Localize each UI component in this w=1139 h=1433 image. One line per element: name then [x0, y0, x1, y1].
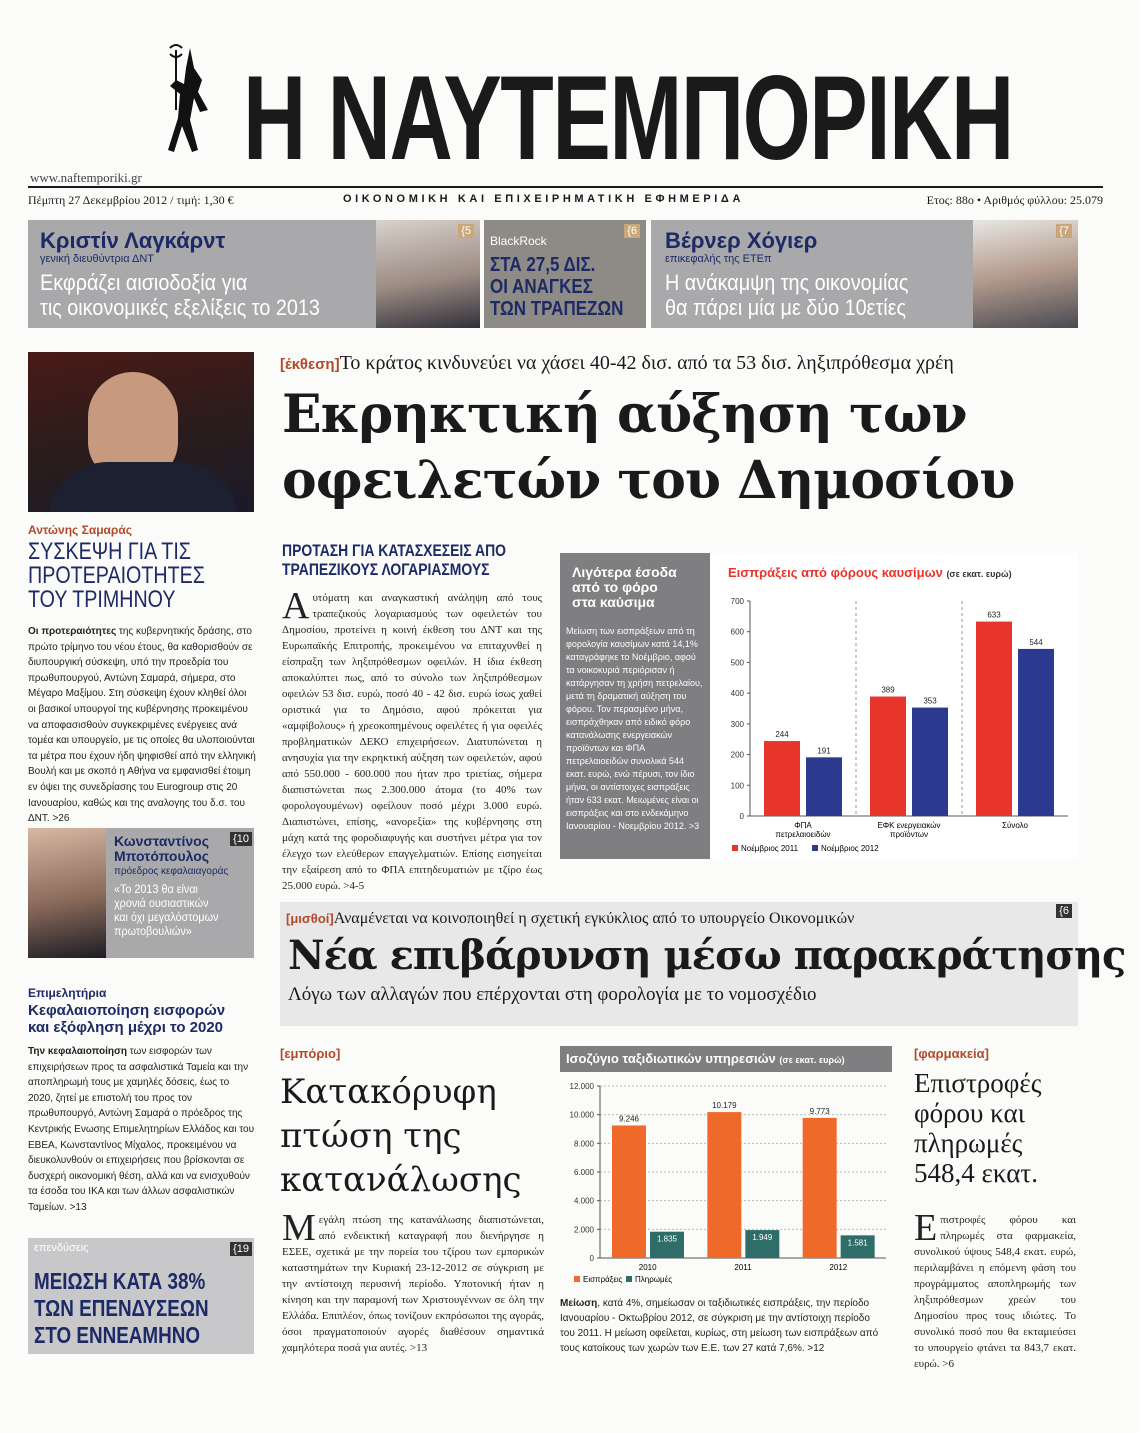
farmakeia-title[interactable]: Επιστροφές φόρου και πληρωμές 548,4 εκατ. [914, 1068, 1042, 1188]
botopoulos-box[interactable] [28, 828, 254, 958]
travel-chart-header [560, 1046, 892, 1072]
y-tick-label: 0 [739, 812, 744, 821]
suit-shape [48, 462, 238, 512]
lead-side-title: ΠΡΟΤΑΣΗ ΓΙΑ ΚΑΤΑΣΧΕΣΕΙΣ ΑΠΟ ΤΡΑΠΕΖΙΚΟΥΣ ΛΟΓΑΡΙΑΣΜΟΥΣ [282, 541, 506, 579]
botopoulos-quote: «Το 2013 θα είναι χρονιά ουσιαστικών και όχι μεγαλόστομων πρωτοβουλιών» [114, 882, 219, 938]
promo-headline: ΣΤΑ 27,5 ΔΙΣ. ΟΙ ΑΝΑΓΚΕΣ ΤΩΝ ΤΡΑΠΕΖΩΝ [490, 254, 624, 320]
promo-quote: Η ανάκαμψη της οικονομίας θα πάρει μία με δύο 10ετίες [665, 270, 909, 320]
epimelitiria-body: Την κεφαλαιοποίηση των εισφορών των επιχειρήσεων προς τα ασφαλιστικά Ταμεία και την αποπληρωμή τους με χαμηλές δόσεις, έως το 2020, ζητεί με επιστολή του προς τον πρωθυπουργό, Αντώνη Σαμαρά ο πρόεδρος της Κεντρικής Ενωσης Επιμελητηρίων Ελλάδος και του ΕΒΕΑ, Κωνσταντίνος Μίχαλος, προκειμένου να διευκολυνθούν οι επιχειρήσεις που βρίσκονται σε δυσχερή οικονομική θέση, αλλά και να ενισχυθούν τα έσοδα του ΙΚΑ και των άλλων ασφαλιστικών Ταμείων. >13 [28, 1046, 255, 1213]
bar-Εισπράξεις [707, 1112, 741, 1258]
category-label: Σύνολο [1002, 821, 1028, 830]
legend-label: Νοέμβριος 2011 [741, 844, 799, 853]
y-tick-label: 300 [730, 719, 744, 729]
data-label: 244 [775, 730, 789, 740]
data-label: 353 [923, 696, 937, 706]
lead-body: Αυτόματη και αναγκαστική ανάληψη από τους τραπεζικούς λογαριασμούς των οφειλετών του Δημοσίου, προτείνει η κοινή έκθεση του ΔΝΤ και της Ευρωπαϊκής Επιτροπής, προκειμένου να επιταχυνθεί η είσπραξη των ληξιπρόθεσμων οφειλών. Η ίδια έκθεση αποκαλύπτει πως, από το σύνολο των ληξιπρόθεσμων οφειλών 53 δισ. ευρώ, ποσό 40 - 42 δισ. ευρώ ίσως χαθεί οριστικά για το Δημόσιο, αφού πρόκειται για «αμφίβολους» ή χρεοκοπημένους οφειλέτες ή για οφειλές προβληματικών ΔΕΚΟ επιχειρήσεων. Διατυπώνεται η ανησυχία για την εκρηκτική αύξηση των οφειλετών, αφού από 550.000 - 600.000 που ήταν προ τριετίας, σήμερα διαπιστώνεται πως 2.300.000 άτομα (το 40% των φορολογουμένων) οφείλουν ποσό μέχρι 3.000 ευρώ. Διαπιστώνει, επίσης, «ανορεξία» της κυβέρνησης στη μάχη κατά της φοροδιαφυγής και συστήνει μέτρα για τον έλεγχο των ελεύθερων επαγγελματιών. Επίσης εισηγείται την εξαίρεση από το ΦΠΑ επιτηδευματιών με τζίρο έως 25.000 ευρώ. >4-5 [282, 585, 542, 892]
y-tick-label: 500 [730, 658, 744, 668]
invest-kicker: επενδύσεις [34, 1242, 89, 1254]
farmakeia-body: Επιστροφές φόρου και πληρωμές στα φαρμακεία, συνολικού ύψους 548,4 εκατ. ευρώ, περιλαμβάνει η επόμενη φάση του προγράμματος αποπληρωμής των ληξιπρόθεσμων χρεών του Δημοσίου προς τους ιδιώτες. Το συνολικό ποσό που θα εκταμιεύσει το υπουργείο φτάνει τα 843,7 εκατ. ευρώ. >6 [914, 1207, 1076, 1370]
data-label: 544 [1029, 637, 1043, 647]
legend-label: Εισπράξεις [583, 1275, 623, 1284]
category-label-line2: πετρελαιοειδών [775, 830, 831, 839]
fuel-box [560, 553, 710, 859]
lead-subhead: [έκθεση]Το κράτος κινδυνεύει να χάσει 40-42 δισ. από τα 53 δισ. ληξιπρόθεσμα χρέη [280, 352, 954, 374]
promo-page: {5 [458, 224, 474, 238]
website-url[interactable]: www.naftemporiki.gr [30, 170, 142, 185]
promo-role: γενική διευθύντρια ΔΝΤ [40, 253, 155, 265]
farmakeia-kicker: [φαρμακεία] [914, 1046, 989, 1061]
bar-Εισπράξεις [612, 1125, 646, 1258]
data-label: 10.179 [712, 1101, 737, 1111]
promo-label: BlackRock [490, 234, 547, 248]
misthoi-page: {6 [1056, 904, 1072, 918]
invest-box[interactable] [28, 1238, 254, 1354]
legend-swatch [626, 1276, 632, 1282]
samaras-photo [28, 352, 254, 512]
data-label: 1.949 [752, 1233, 773, 1243]
legend-swatch [732, 845, 738, 851]
category-label: ΦΠΑ [794, 821, 812, 830]
y-tick-label: 600 [730, 627, 744, 637]
bar-Νοέμβριος 2011 [764, 741, 800, 816]
misthoi-title: Νέα επιβάρυνση μέσω παρακράτησης [288, 932, 1126, 979]
bar-Νοέμβριος 2012 [806, 757, 842, 816]
issue-number: Ετος: 88ο • Αριθμός φύλλου: 25.079 [926, 193, 1103, 207]
bar-Νοέμβριος 2012 [1018, 649, 1054, 816]
lead-headline[interactable]: Εκρηκτική αύξηση των οφειλετών του Δημοσίου [282, 384, 1015, 511]
category-label: 2010 [638, 1263, 657, 1272]
category-label: ΕΦΚ ενεργειακών [877, 821, 941, 830]
data-label: 9.773 [809, 1106, 830, 1116]
botopoulos-role: πρόεδρος κεφαλαιαγοράς [114, 866, 229, 877]
bar-Νοέμβριος 2011 [870, 697, 906, 816]
data-label: 9.246 [618, 1114, 640, 1124]
invest-title: ΜΕΙΩΣΗ ΚΑΤΑ 38% ΤΩΝ ΕΠΕΝΔΥΣΕΩΝ ΣΤΟ ΕΝΝΕΑΜΗΝΟ [34, 1268, 209, 1348]
travel-chart-title: Ισοζύγιο ταξιδιωτικών υπηρεσιών (σε εκατ. ευρώ) [566, 1051, 845, 1066]
emporio-title[interactable]: Κατακόρυφη πτώση της κατανάλωσης [280, 1072, 522, 1200]
epimelitiria-title: Κεφαλαιοποίηση εισφορών και εξόφληση μέχρι το 2020 [28, 1002, 226, 1036]
y-tick-label: 8.000 [573, 1139, 594, 1149]
data-label: 191 [817, 746, 831, 756]
data-label: 389 [881, 685, 895, 695]
legend-label: Πληρωμές [635, 1275, 673, 1284]
legend-swatch [812, 845, 818, 851]
date-price: Πέμπτη 27 Δεκεμβρίου 2012 / τιμή: 1,30 € [28, 193, 234, 207]
y-tick-label: 2.000 [573, 1225, 594, 1235]
botopoulos-photo [28, 828, 106, 958]
promo-lagarde[interactable] [28, 220, 480, 328]
emporio-body: Μεγάλη πτώση της κατανάλωσης διαπιστώνεται, από ενδεικτική καταγραφή που διενήργησε η ΕΣΕΕ, σχετικά με την πορεία του τζίρου των εμπορικών καταστημάτων την Κυριακή 23-12-2012 σε σύγκριση με την αντίστοιχη περυσινή περίοδο. Υποτονική ήταν η κίνηση και την παραμονή των Χριστουγέννων σε όλη την Ελλάδα. Επιπλέον, όπως τονίζουν εκπρόσωποι της αγοράς, όσοι πραγματοποιούν αγορές διαθέσουν σημαντικά χαμηλότερα ποσά για αυτές. >13 [282, 1207, 544, 1354]
fuel-box-text: Μείωση των εισπράξεων από τη φορολογία καυσίμων κατά 14,1% καταγράφηκε το Νοέμβριο, αφού τα νοικοκυριά περιόρισαν ή κατάργησαν τη χρήση πετρελαίου, μετά τη δραματική αύξηση του φόρου. Τον περασμένο μήνα, εισπράχθηκαν από ειδικό φόρο κατανάλωσης ενεργειακών προϊόντων και ΦΠΑ πετρελαιοειδών συνολικά 544 εκατ. ευρώ, ενώ πέρυσι, τον ίδιο μήνα, οι αντίστοιχες εισπράξεις ήταν 633 εκατ. Μειωμένες είναι οι εισπράξεις και στο ενδεκάμηνο Ιανουαρίου - Νοεμβρίου 2012. >3 [566, 626, 703, 831]
travel-chart [560, 1074, 892, 1290]
fuel-chart-area [710, 553, 1078, 859]
legend-label: Νοέμβριος 2012 [821, 844, 879, 853]
y-tick-label: 700 [730, 597, 744, 606]
samaras-name: Αντώνης Σαμαράς [28, 523, 132, 537]
misthoi-band[interactable] [280, 902, 1126, 1026]
y-tick-label: 400 [730, 689, 744, 699]
promo-role: επικεφαλής της ΕΤΕπ [665, 253, 772, 265]
invest-page: {19 [230, 1242, 252, 1256]
data-label: 1.835 [656, 1234, 678, 1244]
top-rule [28, 186, 1103, 188]
category-label: 2011 [734, 1263, 752, 1272]
masthead-title: Η ΝΑΥΤΕΜΠΟΡΙΚΗ [243, 51, 1013, 185]
promo-page: {6 [624, 224, 640, 238]
legend-swatch [574, 1276, 580, 1282]
y-tick-label: 10.000 [569, 1110, 594, 1120]
promo-blackrock[interactable] [484, 220, 646, 328]
promo-hoyer[interactable] [651, 220, 1078, 328]
samaras-title: ΣΥΣΚΕΨΗ ΓΙΑ ΤΙΣ ΠΡΟΤΕΡΑΙΟΤΗΤΕΣ ΤΟΥ ΤΡΙΜΗΝΟΥ [28, 538, 205, 613]
bar-Νοέμβριος 2012 [912, 708, 948, 816]
promo-name: Κριστίν Λαγκάρντ [40, 228, 226, 253]
category-label: 2012 [829, 1263, 848, 1272]
bar-Νοέμβριος 2011 [976, 622, 1012, 816]
tagline: ΟΙΚΟΝΟΜΙΚΗ ΚΑΙ ΕΠΙΧΕΙΡΗΜΑΤΙΚΗ ΕΦΗΜΕΡΙΔΑ [343, 193, 744, 205]
y-tick-label: 6.000 [573, 1168, 594, 1177]
travel-note: Μείωση, κατά 4%, σημείωσαν οι ταξιδιωτικές εισπράξεις, την περίοδο Ιανουαρίου - Οκτωβρίου 2012, σε σύγκριση με την αντίστοιχη περίοδο του 2011. Η μείωση οφείλεται, κυρίως, στη μείωση των εισπράξεων από τους κατοίκους των χωρών των Ε.Ε. των 27 κατά 7,6%. >12 [560, 1298, 879, 1354]
y-tick-label: 200 [730, 750, 744, 760]
y-tick-label: 100 [730, 781, 744, 791]
samaras-body: Οι προτεραιότητες της κυβερνητικής δράσης, στο πρώτο τρίμηνο του νέου έτους, θα καθορισθούν σε διυπουργική σύσκεψη, υπό την προεδρία του πρωθυπουργού, Αντώνη Σαμαρά, σήμερα, στο Μέγαρο Μαξίμου. Στη σύσκεψη έχουν κληθεί όλοι οι βασικοί υπουργοί της κυβέρνησης προκειμένου να αποφασισθούν συγκεκριμένες ενέργειες ανά τομέα και υπουργείο, με τις οποίες θα υλοποιούνται τα μέτρα που έχουν ήδη ψηφισθεί από την ελληνική Βουλή και με σκοπό η Αθήνα να εμφανισθεί έτοιμη εν όψει της συνεδρίασης του Eurogroup στις 20 Ιανουαρίου, καθώς και της αναλογης του δ.σ. του ΔΝΤ. >26 [28, 626, 256, 825]
epimelitiria-kicker: Επιμελητήρια [28, 986, 107, 1000]
misthoi-subhead: [μισθοί]Αναμένεται να κοινοποιηθεί η σχετική εγκύκλιος από το υπουργείο Οικονομικών [286, 910, 855, 927]
data-label: 1.581 [847, 1238, 868, 1248]
promo-name: Βέρνερ Χόγιερ [665, 228, 818, 253]
fuel-chart [710, 583, 1078, 859]
bar-Εισπράξεις [803, 1118, 837, 1258]
y-tick-label: 12.000 [569, 1082, 594, 1091]
misthoi-deck: Λόγω των αλλαγών που επέρχονται στη φορολογία με το νομοσχέδιο [288, 984, 817, 1005]
hermes-logo [150, 40, 230, 180]
promo-quote: Εκφράζει αισιοδοξία για τις οικονομικές εξελίξεις το 2013 [40, 270, 320, 320]
emporio-kicker: [εμπόριο] [280, 1046, 341, 1061]
botopoulos-page: {10 [230, 832, 252, 846]
y-tick-label: 0 [589, 1254, 594, 1263]
y-tick-label: 4.000 [573, 1196, 594, 1206]
data-label: 633 [987, 610, 1001, 620]
botopoulos-name: Κωνσταντίνος Μποτόπουλος [114, 833, 210, 864]
fuel-box-title: Λιγότερα έσοδα από το φόρο στα καύσιμα [572, 564, 677, 610]
promo-page: {7 [1056, 224, 1072, 238]
fuel-chart-title: Εισπράξεις από φόρους καυσίμων (σε εκατ. ευρώ) [728, 565, 1012, 580]
category-label-line2: προϊόντων [889, 830, 929, 839]
